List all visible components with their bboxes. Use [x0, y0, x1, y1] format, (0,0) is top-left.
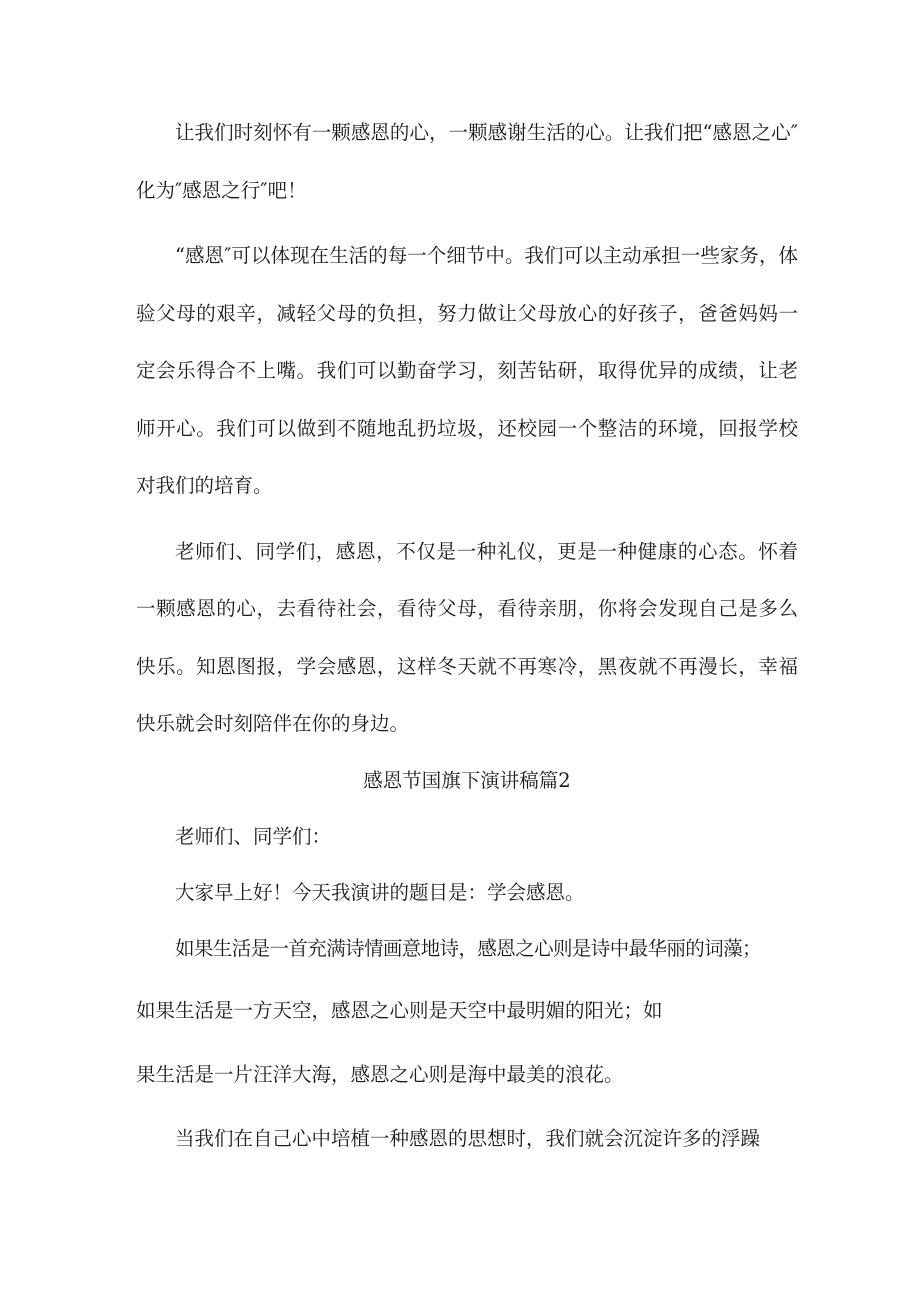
paragraph-gratitude-attitude: 老师们、同学们，感恩，不仅是一种礼仪，更是一种健康的心态。怀着一颗感恩的心，去看待社会，看待父母，看待亲朋，你将会发现自己是多么快乐。知恩图报，学会感恩，这样冬天就不再寒冷，黑夜就不再漫长，幸福快乐就会时刻陪伴在你的身边。: [136, 539, 798, 735]
paragraph-gratitude-heart: 让我们时刻怀有一颗感恩的心，一颗感谢生活的心。让我们把“感恩之心″化为″感恩之行″吧！: [136, 121, 798, 202]
metaphor-line-1: 如果生活是一首充满诗情画意地诗，感恩之心则是诗中最华丽的词藻；: [175, 936, 761, 960]
document-body: [136, 104, 798, 1167]
opening-line: 大家早上好！今天我演讲的题目是：学会感恩。: [175, 880, 585, 904]
metaphor-line-3: 果生活是一片汪洋大海，感恩之心则是海中最美的浪花。: [136, 1062, 624, 1086]
metaphor-line-2: 如果生活是一方天空，感恩之心则是天空中最明媚的阳光；如: [136, 998, 663, 1022]
paragraph-gratitude-details: “感恩″可以体现在生活的每一个细节中。我们可以主动承担一些家务，体验父母的艰辛，减轻父母的负担，努力做让父母放心的好孩子，爸爸妈妈一定会乐得合不上嘴。我们可以勤奋学习，刻苦钻研，取得优异的成绩，让老师开心。我们可以做到不随地乱扔垃圾，还校园一个整洁的环境，回报学校对我们的培育。: [136, 244, 798, 497]
greeting-line: 老师们、同学们：: [175, 824, 332, 848]
section-title: 感恩节国旗下演讲稿篇2: [363, 768, 571, 792]
closing-line: 当我们在自己心中培植一种感恩的思想时，我们就会沉淀许多的浮躁: [175, 1126, 761, 1150]
